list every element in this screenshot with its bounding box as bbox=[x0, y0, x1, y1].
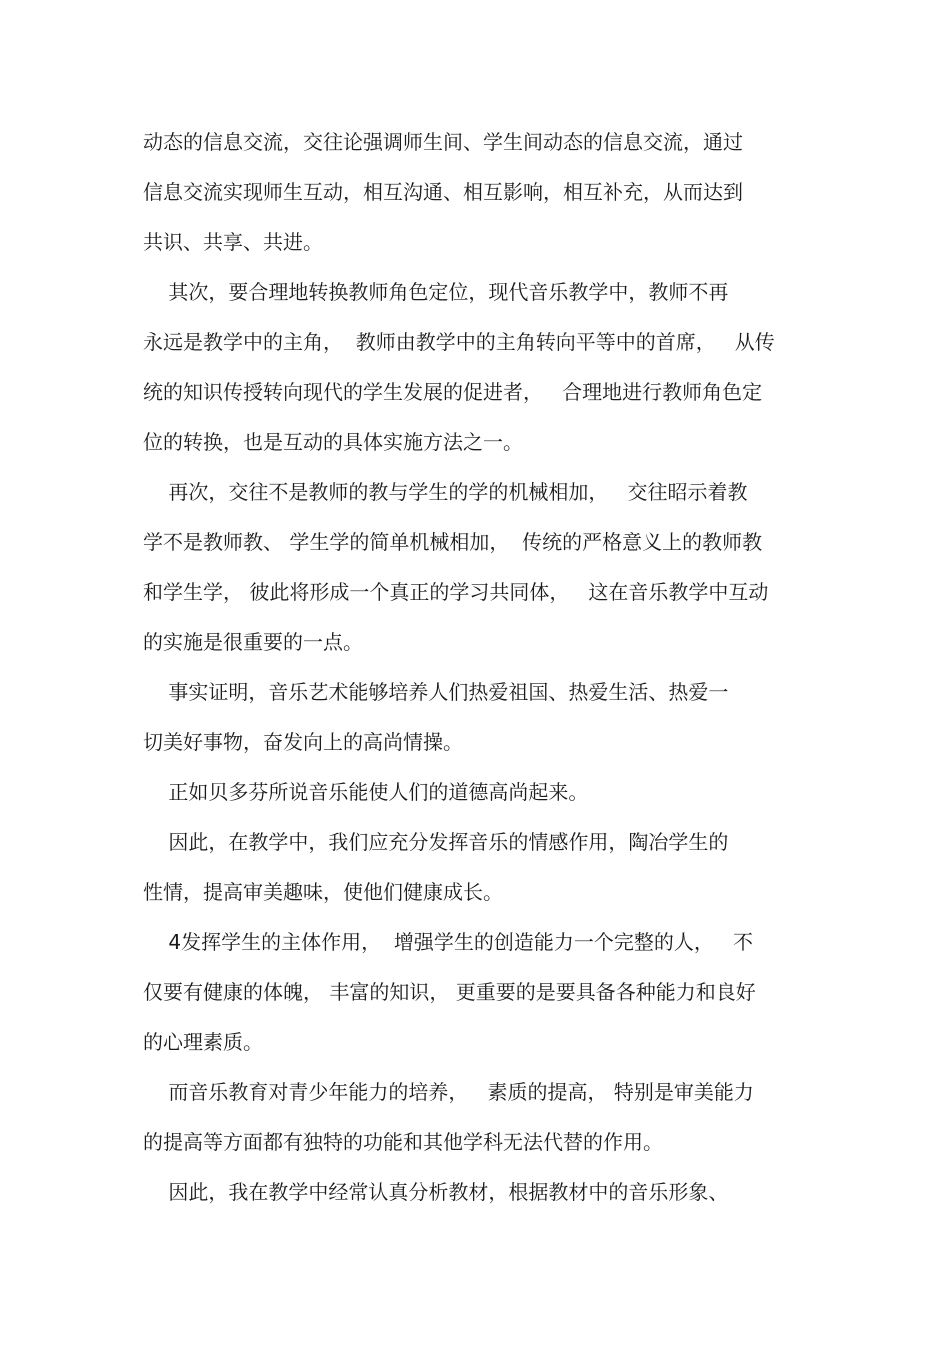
text-line: 位的转换，也是互动的具体实施方法之一。 bbox=[143, 430, 523, 454]
text-line: 因此，在教学中，我们应充分发挥音乐的情感作用，陶冶学生的 bbox=[143, 830, 729, 854]
text-line: 学不是教师教、 学生学的简单机械相加， 传统的严格意义上的教师教 bbox=[143, 530, 763, 554]
paragraph-music-sentiment bbox=[143, 672, 808, 772]
paragraph-interaction-exchange bbox=[143, 122, 808, 272]
paragraph-learning-community bbox=[143, 472, 808, 672]
text-line: 的心理素质。 bbox=[143, 1030, 263, 1054]
paragraph-student-subject bbox=[143, 922, 808, 1072]
paragraph-beethoven bbox=[143, 772, 808, 822]
text-line: 仅要有健康的体魄， 丰富的知识， 更重要的是要具备各种能力和良好 bbox=[143, 980, 756, 1004]
text-line: 事实证明，音乐艺术能够培养人们热爱祖国、热爱生活、热爱一 bbox=[143, 680, 729, 704]
text-line: 其次，要合理地转换教师角色定位，现代音乐教学中，教师不再 bbox=[143, 280, 729, 304]
text-line: 切美好事物，奋发向上的高尚情操。 bbox=[143, 730, 463, 754]
text-line: 统的知识传授转向现代的学生发展的促进者， 合理地进行教师角色定 bbox=[143, 380, 763, 404]
text-line: 的提高等方面都有独特的功能和其他学科无法代替的作用。 bbox=[143, 1130, 663, 1154]
text-line: 永远是教学中的主角， 教师由教学中的主角转向平等中的首席， 从传 bbox=[143, 330, 775, 354]
paragraph-music-education bbox=[143, 1072, 808, 1172]
paragraph-teacher-role bbox=[143, 272, 808, 472]
paragraph-teaching-analysis bbox=[143, 1172, 808, 1222]
text-line: 的实施是很重要的一点。 bbox=[143, 630, 363, 654]
text-line: 信息交流实现师生互动，相互沟通、相互影响，相互补充，从而达到 bbox=[143, 180, 743, 204]
text-line: 和学生学， 彼此将形成一个真正的学习共同体， 这在音乐教学中互动 bbox=[143, 580, 769, 604]
document-body bbox=[143, 122, 808, 1222]
text-line: 4发挥学生的主体作用， 增强学生的创造能力一个完整的人， 不 bbox=[143, 930, 753, 954]
text-line: 因此，我在教学中经常认真分析教材，根据教材中的音乐形象、 bbox=[143, 1180, 729, 1204]
text-line: 共识、共享、共进。 bbox=[143, 230, 323, 254]
text-line: 正如贝多芬所说音乐能使人们的道德高尚起来。 bbox=[143, 780, 589, 804]
paragraph-emotional-role bbox=[143, 822, 808, 922]
text-line: 动态的信息交流，交往论强调师生间、学生间动态的信息交流，通过 bbox=[143, 130, 743, 154]
text-line: 而音乐教育对青少年能力的培养， 素质的提高， 特别是审美能力 bbox=[143, 1080, 754, 1104]
text-line: 性情，提高审美趣味，使他们健康成长。 bbox=[143, 880, 503, 904]
text-line: 再次，交往不是教师的教与学生的学的机械相加， 交往昭示着教 bbox=[143, 480, 748, 504]
